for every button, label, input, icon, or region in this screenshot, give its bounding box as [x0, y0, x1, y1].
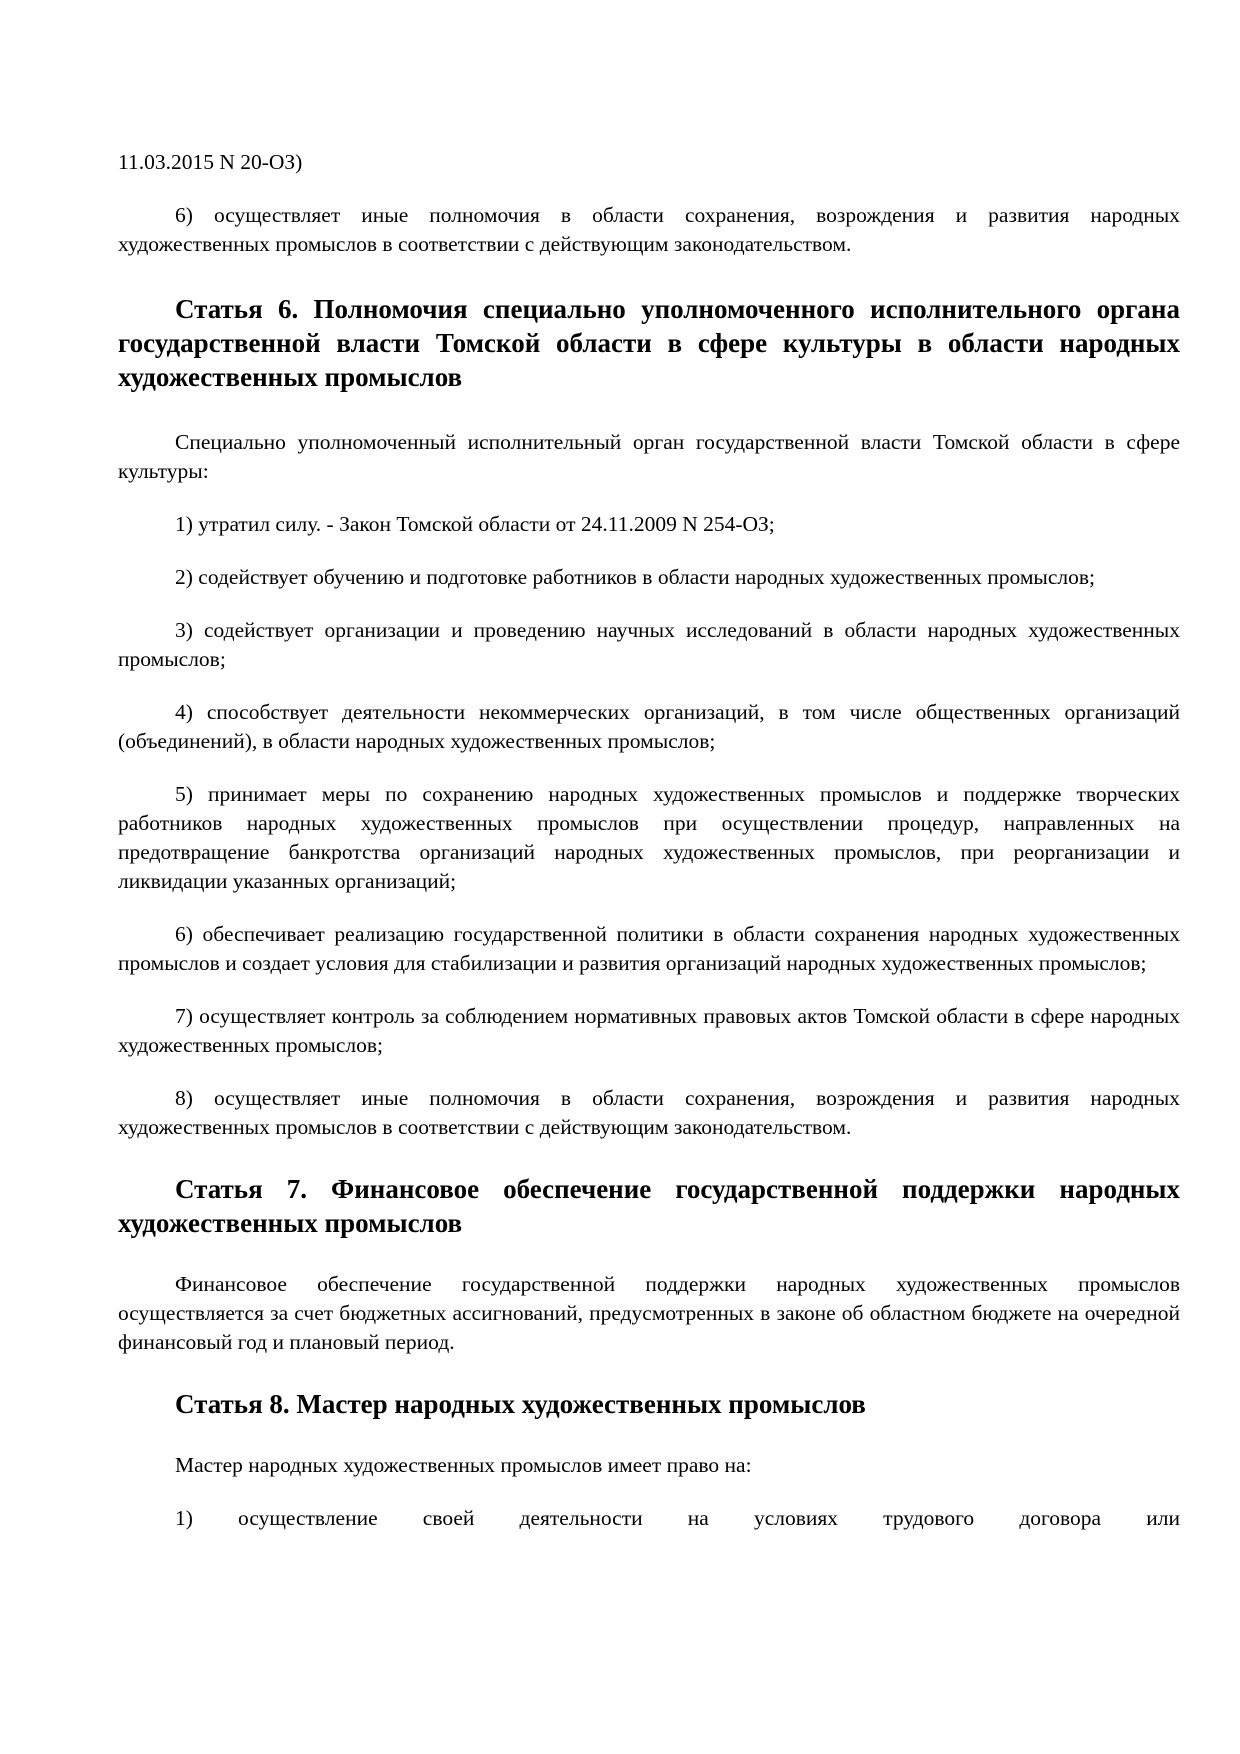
article8-item-1-start: 1) осуществление своей деятельности на условиях трудового договора или: [175, 1506, 1180, 1530]
article6-item-4: 4) способствует деятельности некоммерческих организаций, в том числе общественных организаций (объединений), в области народных художественных промыслов;: [118, 700, 1180, 753]
article6-item-2: 2) содействует обучению и подготовке работников в области народных художественных промыслов;: [175, 565, 1096, 589]
article6-heading: Статья 6. Полномочия специально уполномоченного исполнительного органа государственной власти Томской области в сфере культуры в области народных художественных промыслов: [118, 294, 1180, 392]
article6-intro: Специально уполномоченный исполнительный орган государственной власти Томской области в сфере культуры:: [118, 430, 1180, 483]
article7-text: Финансовое обеспечение государственной поддержки народных художественных промыслов осуществляется за счет бюджетных ассигнований, предусмотренных в законе об областном бюджете на очередной финансовый год и плановый период.: [118, 1272, 1180, 1354]
top-fragment: 11.03.2015 N 20-ОЗ): [118, 150, 303, 174]
article6-item-3: 3) содействует организации и проведению научных исследований в области народных художественных промыслов;: [118, 618, 1180, 671]
article6-item-6: 6) обеспечивает реализацию государственной политики в области сохранения народных художественных промыслов и создает условия для стабилизации и развития организаций народных художественных промыслов;: [118, 922, 1180, 975]
article6-item-1: 1) утратил силу. - Закон Томской области от 24.11.2009 N 254-ОЗ;: [175, 512, 775, 536]
article5-item-6: 6) осуществляет иные полномочия в области сохранения, возрождения и развития народных художественных промыслов в соответствии с действующим законодательством.: [118, 203, 1180, 256]
article7-heading: Статья 7. Финансовое обеспечение государственной поддержки народных художественных промыслов: [118, 1174, 1180, 1238]
document-page: [118, 148, 1180, 1557]
article6-item-7: 7) осуществляет контроль за соблюдением нормативных правовых актов Томской области в сфере народных художественных промыслов;: [118, 1004, 1180, 1057]
article6-item-5: 5) принимает меры по сохранению народных художественных промыслов и поддержке творческих работников народных художественных промыслов при осуществлении процедур, направленных на предотвращение банкротства организаций народных художественных промыслов, при реорганизации и ликвидации указанных организаций;: [118, 782, 1180, 893]
article8-heading: Статья 8. Мастер народных художественных промыслов: [175, 1389, 866, 1419]
article6-item-8: 8) осуществляет иные полномочия в области сохранения, возрождения и развития народных художественных промыслов в соответствии с действующим законодательством.: [118, 1086, 1180, 1139]
article8-intro: Мастер народных художественных промыслов имеет право на:: [175, 1453, 752, 1477]
